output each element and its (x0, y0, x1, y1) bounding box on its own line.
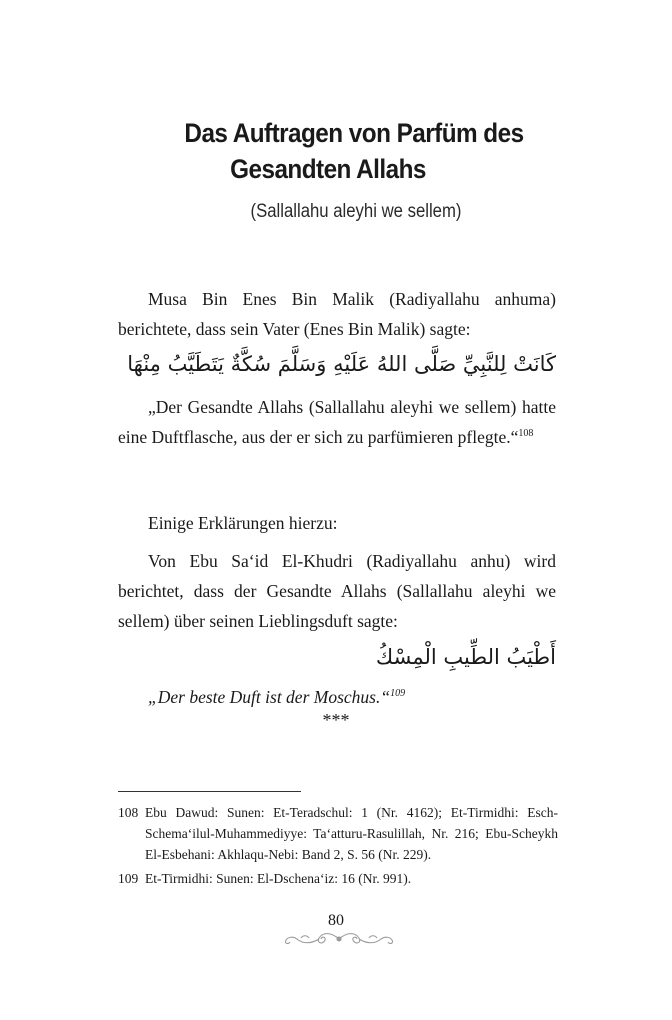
arabic-hadith-2: أَطْيَبُ الطِّيبِ الْمِسْكُ (375, 645, 556, 669)
footnote-number: 108 (118, 805, 139, 820)
flourish-ornament-icon (279, 930, 399, 948)
chapter-title-line-2: Gesandten Allahs (230, 154, 426, 184)
section-separator: *** (322, 710, 350, 730)
arabic-hadith-1: كَانَتْ لِلنَّبِيِّ صَلَّى اللهُ عَلَيْهِ وَسَلَّمَ سُكَّةٌ يَتَطَيَّبُ مِنْهَا (127, 352, 556, 376)
paragraph-narration-intro: Musa Bin Enes Bin Malik (Radiyallahu anhuma) berichtete, dass sein Vater (Enes Bin Malik) sagte: (118, 289, 556, 339)
footnote-108 (118, 802, 558, 865)
footnote-ref-108[interactable]: 108 (518, 428, 534, 439)
chapter-subtitle: (Sallallahu aleyhi we sellem) (250, 201, 462, 222)
footnote-ref-109[interactable]: 109 (390, 688, 406, 699)
paragraph-translation-2 (118, 682, 556, 712)
paragraph-explanations-heading: Einige Erklärungen hierzu: (148, 513, 338, 533)
translation-2-text: „Der beste Duft ist der Moschus.“ (148, 687, 391, 707)
footnote-109 (118, 868, 558, 889)
footnote-text: Et-Tirmidhi: Sunen: El-Dschena‘iz: 16 (Nr. 991). (145, 871, 412, 886)
footnote-number: 109 (118, 871, 139, 886)
footnote-text: Ebu Dawud: Sunen: Et-Teradschul: 1 (Nr. 4162); Et-Tirmidhi: Esch-Schema‘ilul-Muhammediyye: Ta‘atturu-Rasulillah, Nr. 216; Ebu-Scheykh El-Esbehani: Akhlaqu-Nebi: Band 2, S. 56 (Nr. 229). (145, 805, 558, 862)
paragraph-narration-2: Von Ebu Sa‘id El-Khudri (Radiyallahu anhu) wird berichtet, dass der Gesandte Allahs (Sallallahu aleyhi we sellem) über seinen Lieblingsduft sagte: (118, 551, 556, 631)
footnote-divider (118, 791, 301, 792)
paragraph-translation-1 (118, 392, 556, 452)
chapter-title-line-1: Das Auftragen von Parfüm des (184, 118, 524, 148)
page-number: 80 (328, 912, 344, 929)
translation-1-text: „Der Gesandte Allahs (Sallallahu aleyhi we sellem) hatte eine Duftflasche, aus der er sich zu parfümieren pflegte.“ (118, 397, 556, 447)
